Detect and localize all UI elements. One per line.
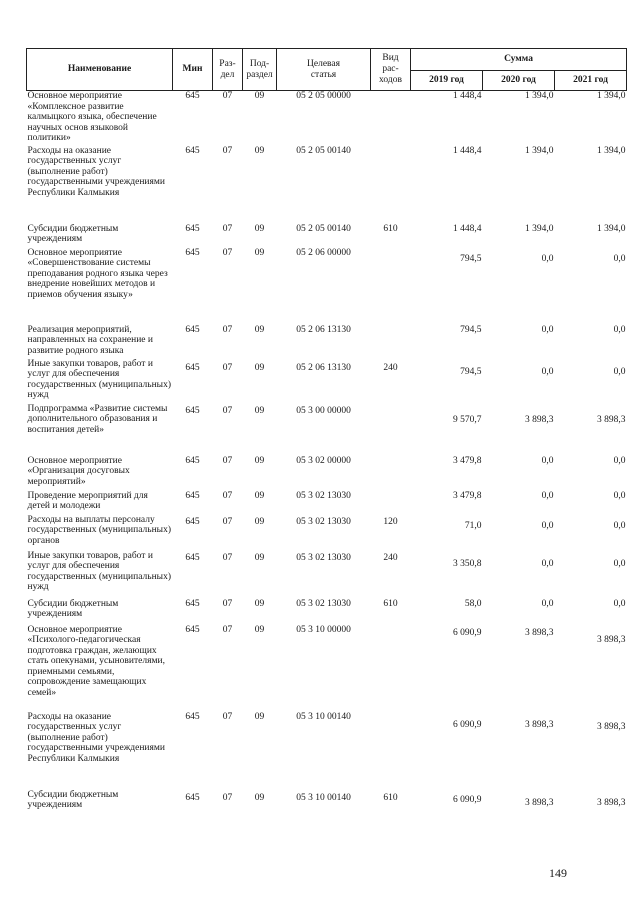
row-podrazdel: 09 [254,516,265,527]
row-podrazdel: 09 [254,598,265,609]
row-2020: 3 898,3 [525,414,554,425]
row-podrazdel: 09 [254,145,265,156]
table-row [27,599,627,625]
row-2021: 0,0 [613,490,626,501]
row-2019: 1 448,4 [453,145,482,156]
row-target: 05 2 05 00140 [296,223,351,234]
row-min: 645 [185,490,200,501]
row-podrazdel: 09 [254,711,265,722]
table-row [27,91,627,146]
row-vid [371,712,411,790]
row-target: 05 2 06 13130 [296,362,351,373]
row-2020: 0,0 [541,324,554,335]
row-min: 645 [185,598,200,609]
row-target: 05 3 02 13030 [296,490,351,501]
row-vid: 610 [383,792,398,803]
row-vid [371,404,411,456]
row-razdel: 07 [222,145,233,156]
row-podrazdel: 09 [254,247,265,258]
row-2020: 0,0 [541,253,554,264]
budget-table [26,48,627,818]
row-2019: 3 479,8 [453,455,482,466]
row-target: 05 3 02 13030 [296,598,351,609]
header-sum: Сумма [411,49,627,71]
row-name: Иные закупки товаров, работ и услуг для обеспечения государственных (муниципальных) нужд [27,550,171,593]
row-2020: 3 898,3 [525,797,554,808]
table-row [27,790,627,818]
row-min: 645 [185,455,200,466]
row-2019: 58,0 [464,598,482,609]
row-target: 05 3 10 00000 [296,624,351,635]
row-min: 645 [185,324,200,335]
row-min: 645 [185,362,200,373]
row-podrazdel: 09 [254,490,265,501]
row-min: 645 [185,624,200,635]
row-2019: 794,5 [460,253,482,264]
row-razdel: 07 [222,324,233,335]
row-podrazdel: 09 [254,91,265,101]
header-podrazdel: Под- раздел [243,49,277,91]
header-vid: Вид рас- ходов [371,49,411,91]
row-name: Иные закупки товаров, работ и услуг для обеспечения государственных (муниципальных) нужд [27,358,171,401]
row-2020: 0,0 [541,455,554,466]
row-2020: 3 898,3 [525,627,554,638]
row-vid [371,625,411,712]
row-2021: 3 898,3 [597,797,626,808]
row-target: 05 2 05 00140 [296,145,351,156]
row-podrazdel: 09 [254,405,265,416]
header-2021: 2021 год [555,71,627,91]
row-vid [371,146,411,224]
row-podrazdel: 09 [254,455,265,466]
row-min: 645 [185,247,200,258]
row-2021: 3 898,3 [597,414,626,425]
row-2020: 0,0 [541,598,554,609]
row-razdel: 07 [222,598,233,609]
row-min: 645 [185,516,200,527]
row-razdel: 07 [222,455,233,466]
row-2021: 3 898,3 [597,721,626,732]
row-razdel: 07 [222,552,233,563]
table-row [27,515,627,551]
row-podrazdel: 09 [254,792,265,803]
row-podrazdel: 09 [254,324,265,335]
row-2020: 1 394,0 [525,145,554,156]
row-razdel: 07 [222,711,233,722]
header-2019: 2019 год [411,71,483,91]
table-row [27,551,627,599]
row-target: 05 3 10 00140 [296,792,351,803]
row-target: 05 3 10 00140 [296,711,351,722]
row-name: Основное мероприятие «Комплексное развитие калмыцкого языка, обеспечение научных основ языковой политики» [27,91,157,144]
row-2021: 3 898,3 [597,634,626,645]
row-vid: 610 [383,598,398,609]
table-row [27,224,627,248]
row-2021: 0,0 [613,558,626,569]
row-name: Подпрограмма «Развитие системы дополнительного образования и воспитания детей» [27,403,168,435]
row-name: Субсидии бюджетным учреждениям [27,598,119,620]
header-target: Целевая статья [277,49,371,91]
row-razdel: 07 [222,223,233,234]
row-razdel: 07 [222,362,233,373]
row-2019: 9 570,7 [453,414,482,425]
row-2021: 0,0 [613,253,626,264]
row-razdel: 07 [222,91,233,101]
table-row [27,146,627,224]
row-razdel: 07 [222,247,233,258]
row-razdel: 07 [222,792,233,803]
row-name: Реализация мероприятий, направленных на сохранение и развитие родного языка [27,324,153,356]
row-2019: 3 350,8 [453,558,482,569]
row-2021: 0,0 [613,455,626,466]
row-podrazdel: 09 [254,223,265,234]
header-name: Наименование [27,49,173,91]
row-razdel: 07 [222,490,233,501]
row-razdel: 07 [222,405,233,416]
table-row [27,404,627,456]
row-name: Расходы на оказание государственных услуг (выполнение работ) государственными учреждениями Республики Калмыкия [27,711,165,764]
row-2021: 1 394,0 [597,91,626,101]
row-name: Основное мероприятие «Психолого-педагогическая подготовка граждан, желающих стать опекунами, усыновителями, приемными семьями, сопровождение замещающих семей» [27,624,165,699]
page-number: 149 [549,866,567,880]
row-2019: 1 448,4 [453,223,482,234]
header-2020: 2020 год [483,71,555,91]
header-min: Мин [173,49,213,91]
row-min: 645 [185,552,200,563]
row-vid [371,325,411,359]
row-target: 05 3 02 13030 [296,552,351,563]
row-2019: 1 448,4 [453,91,482,101]
row-target: 05 3 02 00000 [296,455,351,466]
row-target: 05 2 06 00000 [296,247,351,258]
table-row [27,456,627,491]
row-2020: 0,0 [541,520,554,531]
row-min: 645 [185,711,200,722]
row-podrazdel: 09 [254,362,265,373]
row-vid [371,248,411,325]
row-vid [371,456,411,491]
row-name: Проведение мероприятий для детей и молодежи [27,490,148,512]
row-2019: 794,5 [460,324,482,335]
row-vid [371,491,411,515]
row-2020: 0,0 [541,558,554,569]
table-row [27,359,627,404]
row-name: Основное мероприятие «Организация досуговых мероприятий» [27,455,130,487]
table-row [27,491,627,515]
row-name: Субсидии бюджетным учреждениям [27,223,119,245]
row-name: Субсидии бюджетным учреждениям [27,789,119,811]
row-2021: 1 394,0 [597,145,626,156]
row-razdel: 07 [222,516,233,527]
row-podrazdel: 09 [254,624,265,635]
row-name: Расходы на выплаты персоналу государственных (муниципальных) органов [27,514,171,546]
row-vid: 240 [383,362,398,373]
row-podrazdel: 09 [254,552,265,563]
row-name: Основное мероприятие «Совершенствование системы преподавания родного языка через внедрение новейших методов и приемов обучения языку» [27,247,168,300]
row-2019: 6 090,9 [453,627,482,638]
row-2019: 3 479,8 [453,490,482,501]
row-vid [371,91,411,146]
table-row [27,712,627,790]
row-target: 05 2 06 13130 [296,324,351,335]
row-2021: 0,0 [613,324,626,335]
row-2019: 6 090,9 [453,719,482,730]
row-razdel: 07 [222,624,233,635]
row-2020: 0,0 [541,366,554,377]
row-2020: 3 898,3 [525,719,554,730]
row-vid: 120 [383,516,398,527]
row-2019: 71,0 [464,520,482,531]
row-name: Расходы на оказание государственных услуг (выполнение работ) государственными учреждениями Республики Калмыкия [27,145,165,198]
row-2020: 1 394,0 [525,91,554,101]
table-row [27,625,627,712]
table-row [27,325,627,359]
row-min: 645 [185,145,200,156]
row-2021: 0,0 [613,598,626,609]
row-min: 645 [185,91,200,101]
row-min: 645 [185,792,200,803]
row-2021: 1 394,0 [597,223,626,234]
row-2020: 0,0 [541,490,554,501]
row-target: 05 3 00 00000 [296,405,351,416]
row-vid: 610 [383,223,398,234]
row-vid: 240 [383,552,398,563]
header-razdel: Раз- дел [213,49,243,91]
row-target: 05 3 02 13030 [296,516,351,527]
row-2020: 1 394,0 [525,223,554,234]
row-target: 05 2 05 00000 [296,91,351,101]
row-min: 645 [185,223,200,234]
row-2021: 0,0 [613,520,626,531]
row-min: 645 [185,405,200,416]
row-2021: 0,0 [613,366,626,377]
row-2019: 794,5 [460,366,482,377]
row-2019: 6 090,9 [453,794,482,805]
table-row [27,248,627,325]
